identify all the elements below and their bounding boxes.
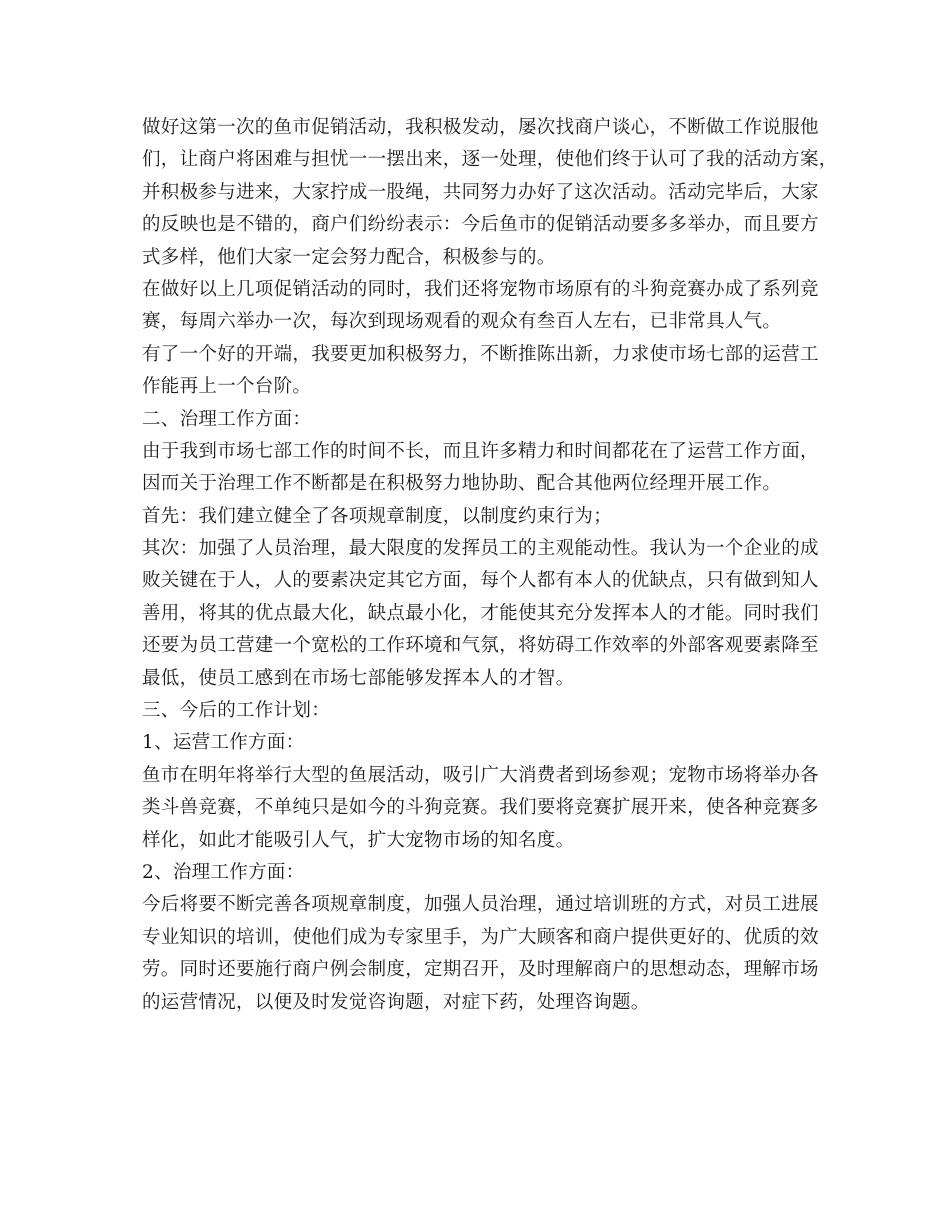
- paragraph-line: 并积极参与进来，大家拧成一股绳，共同努力办好了这次活动。活动完毕后，大家: [142, 181, 819, 203]
- paragraph-line: 做好这第一次的鱼市促销活动，我积极发动，屡次找商户谈心，不断做工作说服他: [142, 117, 819, 138]
- subsection-heading: 2、治理工作方面：: [142, 861, 305, 883]
- paragraph-line: 的反映也是不错的，商户们纷纷表示：今后鱼市的促销活动要多多举办，而且要方: [142, 214, 819, 236]
- paragraph-line: 今后将要不断完善各项规章制度，加强人员治理，通过培训班的方式，对员工进展: [142, 894, 819, 916]
- paragraph-line: 在做好以上几项促销活动的同时，我们还将宠物市场原有的斗狗竞赛办成了系列竞: [142, 278, 819, 300]
- paragraph-line: 首先：我们建立健全了各项规章制度，以制度约束行为；: [142, 505, 613, 527]
- paragraph-line: 其次：加强了人员治理，最大限度的发挥员工的主观能动性。我认为一个企业的成: [142, 538, 819, 560]
- paragraph-line: 赛，每周六举办一次，每次到现场观看的观众有叁百人左右，已非常具人气。: [142, 311, 782, 333]
- section-heading: 二、治理工作方面：: [142, 408, 312, 430]
- section-heading: 三、今后的工作计划：: [142, 700, 331, 722]
- paragraph-line: 败关键在于人，人的要素决定其它方面，每个人都有本人的优缺点，只有做到知人: [142, 570, 819, 592]
- paragraph-line: 类斗兽竞赛，不单纯只是如今的斗狗竞赛。我们要将竞赛扩展开来，使各种竞赛多: [142, 797, 819, 819]
- paragraph-line: 善用，将其的优点最大化，缺点最小化，才能使其充分发挥本人的才能。同时我们: [142, 602, 819, 624]
- paragraph-line: 式多样，他们大家一定会努力配合，积极参与的。: [142, 246, 556, 268]
- paragraph-line: 的运营情况，以便及时发觉咨询题，对症下药，处理咨询题。: [142, 991, 650, 1013]
- paragraph-line: 还要为员工营建一个宽松的工作环境和气氛，将妨碍工作效率的外部客观要素降至: [142, 635, 819, 657]
- paragraph-line: 劳。同时还要施行商户例会制度，定期召开，及时理解商户的思想动态，理解市场: [142, 959, 819, 981]
- paragraph-line: 有了一个好的开端，我要更加积极努力，不断推陈出新，力求使市场七部的运营工: [142, 343, 819, 365]
- paragraph-line: 最低，使员工感到在市场七部能够发挥本人的才智。: [142, 667, 575, 689]
- paragraph-line: 由于我到市场七部工作的时间不长，而且许多精力和时间都花在了运营工作方面，: [142, 440, 819, 462]
- paragraph-line: 专业知识的培训，使他们成为专家里手，为广大顾客和商户提供更好的、优质的效: [142, 926, 819, 948]
- paragraph-line: 作能再上一个台阶。: [142, 376, 312, 398]
- subsection-heading: 1、运营工作方面：: [142, 732, 305, 754]
- paragraph-line: 样化，如此才能吸引人气，扩大宠物市场的知名度。: [142, 829, 575, 851]
- paragraph-line: 因而关于治理工作不断都是在积极努力地协助、配合其他两位经理开展工作。: [142, 473, 782, 495]
- document-page: [142, 112, 838, 1019]
- paragraph-line: 鱼市在明年将举行大型的鱼展活动，吸引广大消费者到场参观；宠物市场将举办各: [142, 764, 819, 786]
- paragraph-line: 们，让商户将困难与担忧一一摆出来，逐一处理，使他们终于认可了我的活动方案，: [142, 149, 838, 171]
